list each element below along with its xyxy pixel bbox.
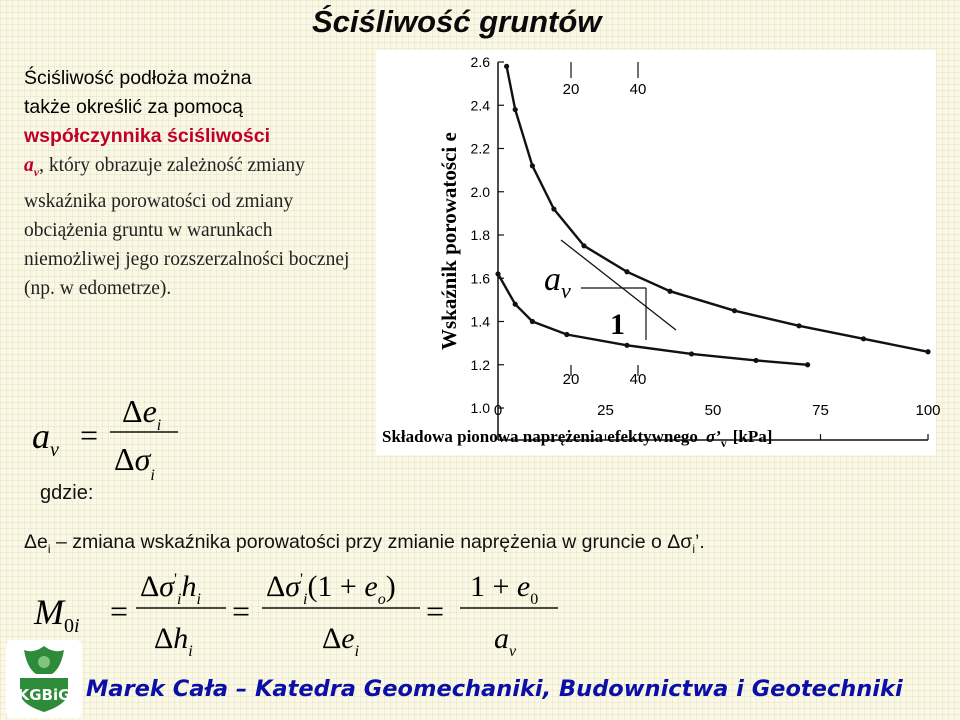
annotation-one: 1 [610, 308, 625, 341]
top-marker-label-0: 20 [562, 81, 580, 98]
y-tick-label-4: 1.8 [470, 227, 490, 243]
footer-author: Marek Cała – Katedra Geomechaniki, Budownictwa i Geotechniki [86, 676, 903, 702]
intro-paragraph [24, 64, 364, 303]
formula-av-equals: = [80, 417, 99, 453]
x-tick-label-2: 50 [704, 402, 722, 419]
unloading-point-6 [753, 358, 758, 363]
loading-point-4 [581, 243, 586, 248]
loading-point-0 [504, 64, 509, 69]
loading-point-9 [861, 336, 866, 341]
top-marker-label-1: 40 [629, 81, 647, 98]
kgbig-logo [6, 640, 82, 718]
formula-m-num3: $1 + e_0$ [470, 570, 539, 608]
formula-av-denominator: $\Delta\sigma_i$ [114, 441, 155, 484]
definition-delta: Δe [24, 531, 48, 553]
y-tick-label-8: 1.0 [470, 400, 490, 416]
loading-curve [507, 66, 928, 352]
loading-point-3 [551, 206, 556, 211]
x-axis-label: Składowa pionowa naprężenia efektywnego $\sigma’_v$ [kPa] [382, 427, 773, 450]
unloading-point-7 [805, 362, 810, 367]
definition-sub2: i [692, 541, 695, 556]
compressibility-chart [376, 50, 941, 455]
x-tick-label-4: 100 [915, 402, 941, 419]
formula-av [30, 392, 230, 487]
formula-av-lhs: $a_v$ [32, 416, 59, 461]
loading-point-1 [513, 107, 518, 112]
x-tick-label-0: 0 [493, 402, 503, 419]
x-tick-label-3: 75 [812, 402, 829, 419]
loading-point-5 [624, 269, 629, 274]
y-tick-label-7: 1.2 [470, 356, 490, 373]
unloading-point-0 [495, 271, 500, 276]
intro-line-1: Ściśliwość podłoża można [24, 67, 252, 89]
formula-m-num1: $\Delta\sigma'_ih_i$ [140, 570, 201, 608]
formula-av-numerator: $\Delta e_i$ [122, 393, 162, 434]
y-tick-label-2: 2.2 [470, 140, 490, 157]
definition-text: – zmiana wskaźnika porowatości przy zmianie naprężenia w gruncie o Δσ [50, 531, 693, 553]
formula-m-den3: $a_v$ [494, 622, 517, 660]
bottom-marker-label-1: 40 [629, 371, 647, 388]
y-tick-label-3: 2.0 [470, 183, 490, 200]
top-markers-group [563, 62, 647, 98]
intro-symbol-a: a [24, 155, 34, 176]
loading-point-2 [530, 163, 535, 168]
x-tick-label-1: 25 [597, 402, 614, 419]
unloading-point-4 [624, 343, 629, 348]
formula-m0i [30, 562, 570, 672]
slide-title: Ściśliwość gruntów [312, 4, 602, 39]
unloading-point-3 [564, 332, 569, 337]
bottom-markers-group [563, 365, 647, 388]
intro-symbol-sub: v [33, 164, 40, 179]
loading-point-8 [796, 323, 801, 328]
unloading-point-1 [513, 302, 518, 307]
intro-term: współczynnika ściśliwości [24, 125, 271, 147]
formula-m-eq2: = [232, 593, 251, 629]
y-axis-label: Wskaźnik porowatości e [437, 132, 461, 350]
formula-m-eq1: = [110, 593, 129, 629]
chart-svg [376, 50, 941, 455]
eagle-head-icon [38, 656, 50, 668]
loading-point-6 [667, 289, 672, 294]
y-tick-label-1: 2.4 [470, 97, 490, 114]
annotation-av: $a_v$ [544, 261, 571, 303]
gdzie-label: gdzie: [40, 482, 94, 504]
intro-rest: , który obrazuje zależność zmiany wskaźnika porowatości od zmiany obciążenia gruntu w warunkach niemożliwej jego rozszerzalności bocznej (np. w edometrze). [24, 155, 350, 299]
intro-line-2: także określić za pomocą [24, 96, 243, 118]
formula-m-den1: $\Delta h_i$ [154, 622, 193, 660]
unloading-point-2 [530, 319, 535, 324]
bottom-marker-label-0: 20 [562, 371, 580, 388]
formula-m-den2: $\Delta e_i$ [322, 622, 360, 660]
definition-end: ’. [695, 531, 705, 553]
loading-point-7 [732, 308, 737, 313]
y-tick-label-5: 1.6 [470, 270, 490, 287]
logo-text: KGBiG [17, 686, 71, 704]
y-tick-group [471, 54, 504, 416]
definition-sub: i [47, 541, 51, 556]
unloading-point-5 [689, 351, 694, 356]
formula-m-lhs: $M_0i$ [34, 592, 80, 637]
formula-m-num2: $\Delta\sigma'_i(1 + e_o)$ [266, 570, 396, 608]
definition-line [24, 531, 954, 556]
y-tick-label-0: 2.6 [470, 54, 490, 70]
intro-symbol [24, 155, 40, 179]
y-tick-label-6: 1.4 [470, 313, 490, 330]
loading-point-10 [925, 349, 930, 354]
formula-m-eq3: = [426, 593, 445, 629]
